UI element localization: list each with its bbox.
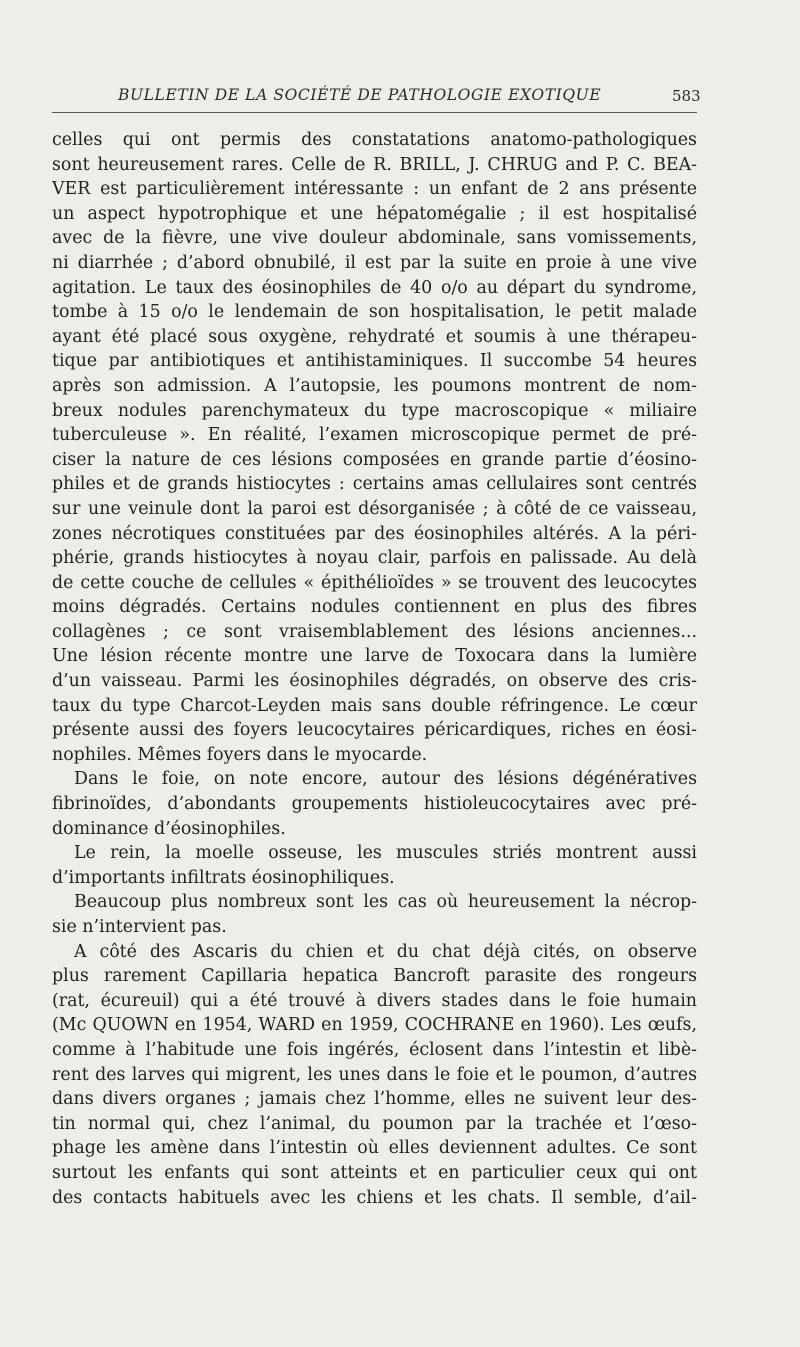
text-line: breux nodules parenchymateux du type macroscopique « miliaire (52, 400, 697, 421)
text-line: comme à l’habitude une fois ingérés, éclosent dans l’intestin et libè- (52, 1039, 697, 1060)
text-line: rent des larves qui migrent, les unes dans le foie et le poumon, d’autres (52, 1064, 697, 1085)
text-line: celles qui ont permis des constatations anatomo-pathologiques (52, 130, 697, 150)
text-line: sur une veinule dont la paroi est désorganisée ; à côté de ce vaisseau, (52, 498, 697, 519)
text-line: moins dégradés. Certains nodules contiennent en plus des fibres (52, 597, 697, 618)
text-line: collagènes ; ce sont vraisemblablement des lésions anciennes... (52, 621, 697, 642)
text-line: agitation. Le taux des éosinophiles de 40 o/o au départ du syndrome, (52, 277, 697, 298)
text-line: zones nécrotiques constituées par des éosinophiles altérés. A la péri- (52, 523, 697, 544)
page-number: 583 (672, 87, 701, 105)
text-line: surtout les enfants qui sont atteints et en particulier ceux qui ont (52, 1162, 697, 1183)
text-line: d’importants infiltrats éosinophiliques. (52, 867, 395, 888)
text-line: philes et de grands histiocytes : certains amas cellulaires sont centrés (52, 474, 697, 495)
text-line: Dans le foie, on note encore, autour des lésions dégénératives (74, 769, 697, 790)
text-line: taux du type Charcot-Leyden mais sans double réfringence. Le cœur (52, 695, 697, 716)
text-line: après son admission. A l’autopsie, les poumons montrent de nom- (52, 375, 697, 396)
text-line: sont heureusement rares. Celle de R. BRILL, J. CHRUG and P. C. BEA- (52, 154, 697, 175)
text-line: (Mc QUOWN en 1954, WARD en 1959, COCHRANE en 1960). Les œufs, (52, 1015, 697, 1036)
text-line: (rat, écureuil) qui a été trouvé à divers stades dans le foie humain (52, 990, 697, 1011)
text-line: sie n’intervient pas. (52, 917, 227, 937)
text-line: des contacts habituels avec les chiens et les chats. Il semble, d’ail- (52, 1187, 697, 1208)
text-line: tin normal qui, chez l’animal, du poumon par la trachée et l’œso- (52, 1113, 697, 1134)
text-line: ni diarrhée ; d’abord obnubilé, il est par la suite en proie à une vive (52, 252, 697, 273)
text-line: d’un vaisseau. Parmi les éosinophiles dégradés, on observe des cris- (52, 671, 697, 692)
text-line: tombe à 15 o/o le lendemain de son hospitalisation, le petit malade (52, 302, 697, 323)
text-line: dans divers organes ; jamais chez l’homme, elles ne suivent leur des- (52, 1089, 697, 1110)
text-line: phérie, grands histiocytes à noyau clair, parfois en palissade. Au delà (52, 548, 697, 569)
text-line: tique par antibiotiques et antihistaminiques. Il succombe 54 heures (52, 351, 697, 372)
text-line: un aspect hypotrophique et une hépatomégalie ; il est hospitalisé (52, 203, 697, 224)
text-line: A côté des Ascaris du chien et du chat déjà cités, on observe (74, 941, 697, 962)
text-line: Le rein, la moelle osseuse, les muscules striés montrent aussi (74, 843, 697, 864)
text-line: ayant été placé sous oxygène, rehydraté et soumis à une thérapeu- (52, 326, 697, 347)
text-line: avec de la fièvre, une vive douleur abdominale, sans vomissements, (52, 228, 697, 249)
text-line: plus rarement Capillaria hepatica Bancroft parasite des rongeurs (52, 966, 697, 987)
text-line: Beaucoup plus nombreux sont les cas où heureusement la nécrop- (74, 892, 697, 913)
text-line: fibrinoïdes, d’abondants groupements histioleucocytaires avec pré- (52, 794, 697, 815)
body-text (52, 128, 697, 1210)
text-line: dominance d’éosinophiles. (52, 818, 286, 839)
text-line: tuberculeuse ». En réalité, l’examen microscopique permet de pré- (52, 425, 697, 446)
text-line: phage les amène dans l’intestin où elles deviennent adultes. Ce sont (52, 1138, 697, 1159)
text-line: ciser la nature de ces lésions composées en grande partie d’éosino- (52, 449, 697, 470)
text-line: Une lésion récente montre une larve de Toxocara dans la lumière (52, 646, 697, 667)
text-line: VER est particulièrement intéressante : un enfant de 2 ans présente (52, 179, 697, 200)
text-line: de cette couche de cellules « épithélioïdes » se trouvent des leucocytes (52, 572, 697, 593)
header-rule (52, 112, 697, 113)
running-header: BULLETIN DE LA SOCIÉTÉ DE PATHOLOGIE EXOTIQUE (118, 86, 602, 104)
text-line: nophiles. Mêmes foyers dans le myocarde. (52, 744, 428, 765)
text-line: présente aussi des foyers leucocytaires péricardiques, riches en éosi- (52, 720, 697, 741)
